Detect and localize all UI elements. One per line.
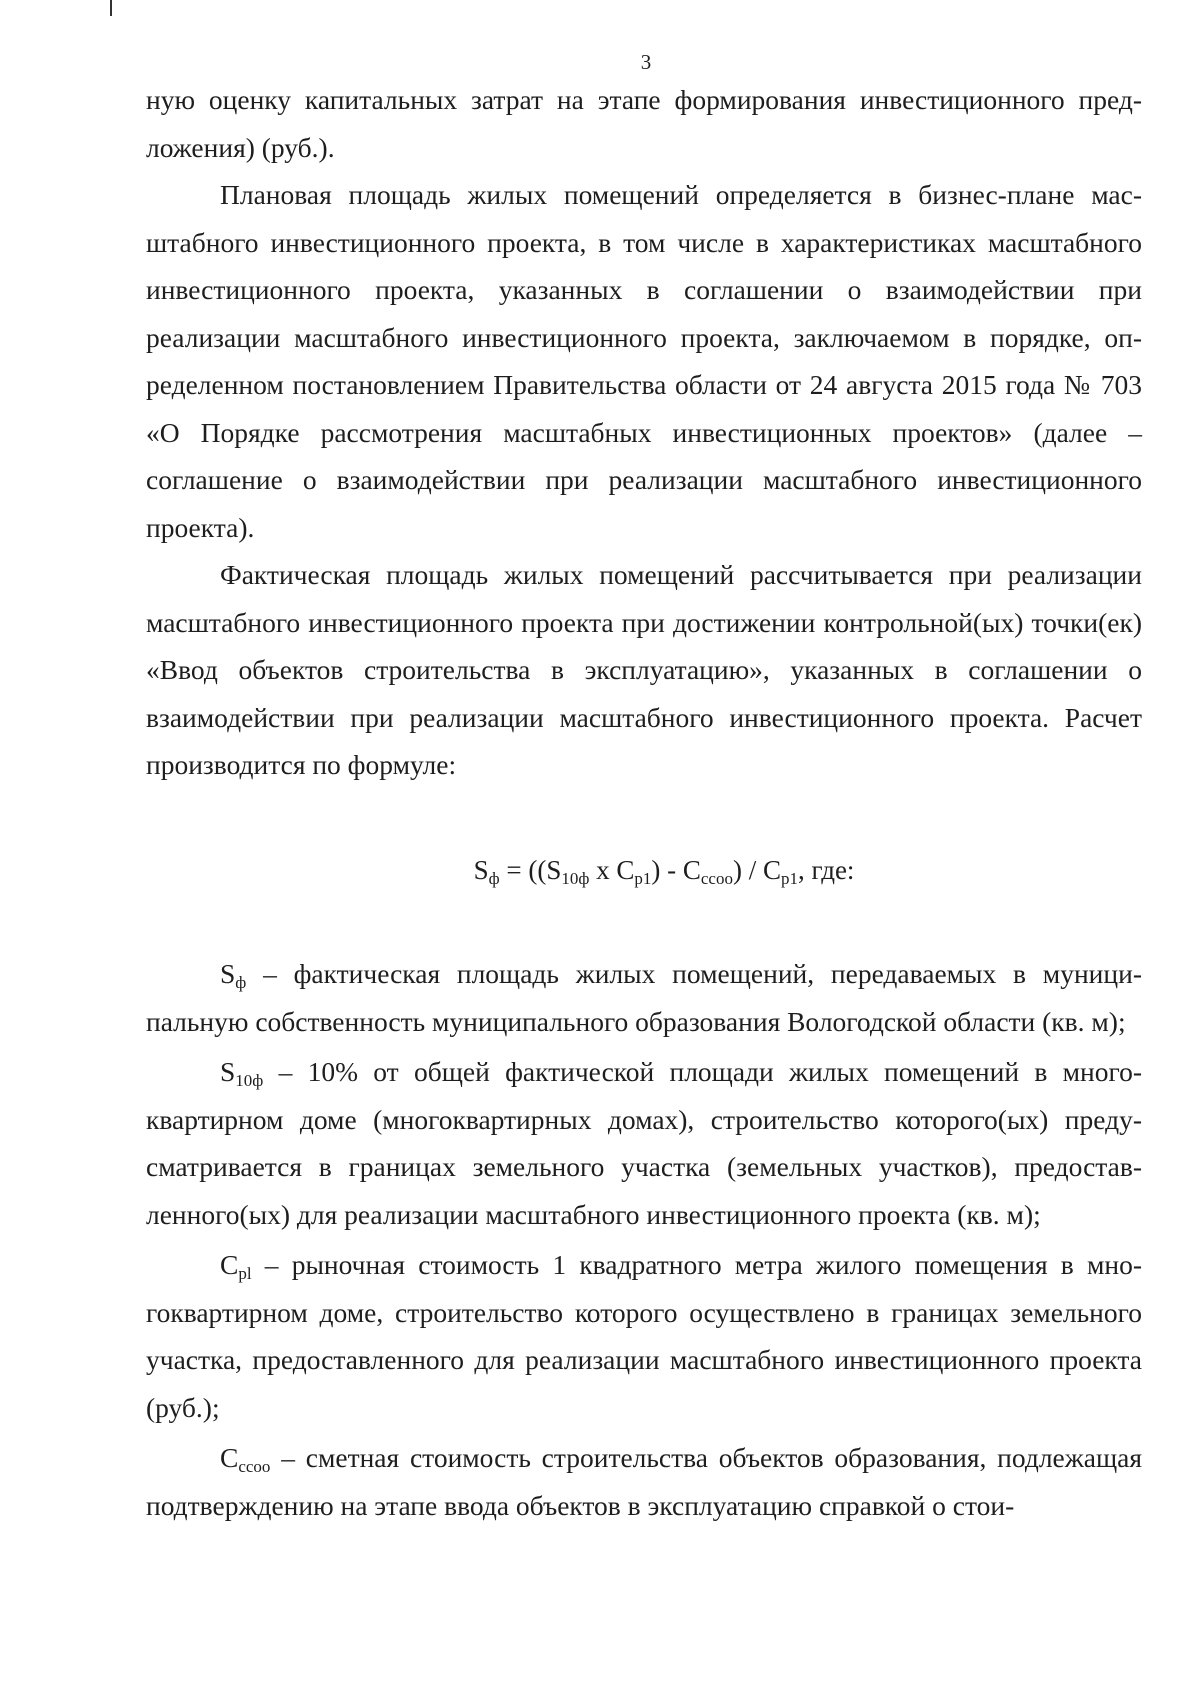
definition-symbol-sub: 10ф: [235, 1071, 264, 1090]
scan-edge-mark: [110, 0, 112, 16]
definition-symbol: C: [220, 1249, 239, 1280]
definition-c-p1: [146, 1241, 1142, 1431]
definition-text: – рыночная стоимость 1 квадратного метра жилого помещения в многоквартирном доме, строительство которого осуществлено в границах земельного участка, предоставленного для реализации масштабного инвестиционного проекта (руб.);: [146, 1249, 1142, 1423]
formula-part3: ) - C: [651, 854, 701, 885]
paragraph-actual-area: Фактическая площадь жилых помещений рассчитывается при реализации масштабного инвестиционного проекта при достижении контрольной(ых) точки(ек) «Ввод объектов строительства в эксплуатацию», указанных в соглашении о взаимодействии при реализации масштабного инвестиционного проекта. Расчет производится по формуле:: [146, 559, 1142, 780]
formula: [146, 847, 1142, 895]
definition-c-ccoo: [146, 1434, 1142, 1529]
definition-symbol-sub: pl: [238, 1264, 252, 1283]
formula-s10-sub: 10ф: [561, 868, 590, 888]
definition-symbol-sub: ccoo: [238, 1457, 271, 1476]
definition-symbol-sub: ф: [235, 973, 247, 992]
definition-symbol: S: [220, 958, 236, 989]
formula-part5: , где:: [797, 854, 855, 885]
formula-cp1b-sub: p1: [780, 868, 798, 888]
definition-text: – 10% от общей фактической площади жилых помещений в многоквартирном доме (многоквартирных домах), строительство которого(ых) предусматривается в границах земельного участка (земельных участков), предоставленного(ых) для реализации масштабного инвестиционного проекта (кв. м);: [146, 1056, 1142, 1230]
paragraph-planned-area: Плановая площадь жилых помещений определяется в бизнес-плане масштабного инвестиционного проекта, в том числе в характеристиках масштабного инвестиционного проекта, указанных в соглашении о взаимодействии при реализации масштабного инвестиционного проекта, заключаемом в порядке, определенном постановлением Правительства области от 24 августа 2015 года № 703 «О Порядке рассмотрения масштабных инвестиционных проектов» (далее – соглашение о взаимодействии при реализации масштабного инвестиционного проекта).: [146, 179, 1142, 543]
definition-s-f: [146, 950, 1142, 1045]
page-number: 3: [640, 50, 652, 74]
definition-text: – сметная стоимость строительства объектов образования, подлежащая подтверждению на этапе ввода объектов в эксплуатацию справкой о стои-: [146, 1442, 1142, 1521]
formula-cp1-sub: p1: [634, 868, 652, 888]
formula-ccoo-sub: ccoo: [700, 868, 733, 888]
formula-part1: = ((S: [499, 854, 562, 885]
formula-s: S: [473, 854, 489, 885]
formula-part4: ) / C: [732, 854, 781, 885]
formula-part2: x C: [589, 854, 635, 885]
paragraph-continued: ную оценку капитальных затрат на этапе формирования инвестиционного предложения) (руб.).: [146, 84, 1142, 163]
definition-s10-f: [146, 1048, 1142, 1238]
document-body: [146, 76, 1142, 1529]
definition-symbol: C: [220, 1442, 239, 1473]
formula-s-sub: ф: [488, 868, 500, 888]
definition-symbol: S: [220, 1056, 236, 1087]
definition-text: – фактическая площадь жилых помещений, передаваемых в муниципальную собственность муниципального образования Вологодской области (кв. м);: [146, 958, 1142, 1037]
